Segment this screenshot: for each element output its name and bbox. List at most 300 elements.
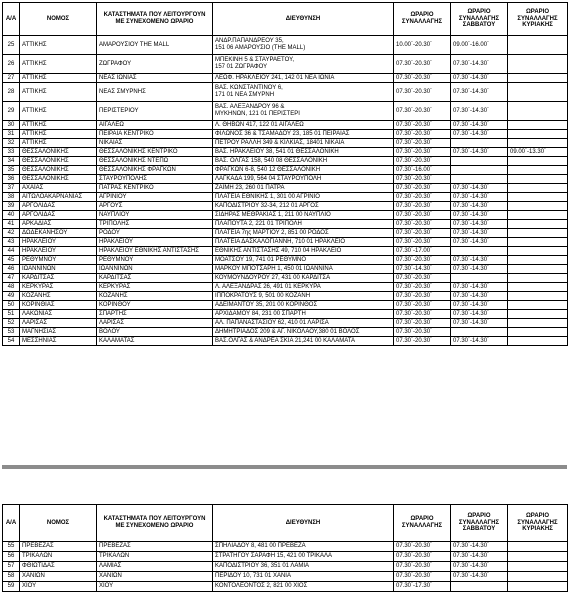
cell-hours: 07.30΄-20.30΄ (394, 310, 451, 319)
cell-nomos: ΘΕΣΣΑΛΟΝΙΚΗΣ (20, 175, 97, 184)
cell-sunday (508, 552, 568, 562)
cell-address: Λ. ΘΗΒΩΝ 417, 122 01 ΑΙΓΑΛΕΩ (213, 121, 394, 130)
address-line-1: ΒΑΣ. ΚΩΝΣΤΑΝΤΙΝΟΥ 6, (215, 85, 283, 92)
table-row (3, 102, 568, 121)
cell-aa: 38 (3, 193, 20, 202)
cell-hours: 07.30΄-20.30΄ (394, 542, 451, 552)
cell-sunday (508, 193, 568, 202)
cell-nomos: ΑΙΤΩΛΟΑΚΑΡΝΑΝΙΑΣ (20, 193, 97, 202)
table-row (3, 552, 568, 562)
cell-aa: 32 (3, 139, 20, 148)
cell-hours: 07.30΄-20.30΄ (394, 283, 451, 292)
cell-store: ΘΕΣΣΑΛΟΝΙΚΗΣ ΚΕΝΤΡΙΚΟ (97, 148, 213, 157)
cell-hours: 07.30΄-20.30΄ (394, 121, 451, 130)
cell-nomos: ΑΤΤΙΚΗΣ (20, 36, 97, 55)
cell-nomos: ΑΧΑΪΑΣ (20, 184, 97, 193)
cell-hours: 07.30΄-17.00΄ (394, 247, 451, 256)
cell-address: ΚΑΠΟΔΙΣΤΡΙΟΥ 36, 351 01 ΛΑΜΙΑ (213, 562, 394, 572)
cell-address: ΑΔΕΙΜΑΝΤΟΥ 35, 201 00 ΚΟΡΙΝΘΟΣ (213, 301, 394, 310)
cell-nomos: ΜΕΣΣΗΝΙΑΣ (20, 337, 97, 346)
cell-store: ΡΕΘΥΜΝΟΥ (97, 256, 213, 265)
cell-address: ΒΑΣ.ΟΛΓΑΣ & ΑΝΔΡΕΑ ΣΚΙΑ 21,241 00 ΚΑΛΑΜΑΤΑ (213, 337, 394, 346)
table-row (3, 582, 568, 592)
cell-store: ΒΟΛΟΥ (97, 328, 213, 337)
cell-aa: 45 (3, 256, 20, 265)
cell-nomos: ΑΡΓΟΛΙΔΑΣ (20, 211, 97, 220)
table-row (3, 220, 568, 229)
cell-aa: 42 (3, 229, 20, 238)
cell-aa: 56 (3, 552, 20, 562)
cell-store: ΑΜΑΡΟΥΣΙΟΥ THE MALL (97, 36, 213, 55)
cell-store: ΝΕΑΣ ΙΩΝΙΑΣ (97, 74, 213, 83)
cell-nomos: ΛΑΡΙΣΑΣ (20, 319, 97, 328)
branches-table-page-1 (2, 2, 568, 346)
cell-sunday (508, 74, 568, 83)
cell-sunday (508, 121, 568, 130)
cell-aa: 53 (3, 328, 20, 337)
table-row (3, 310, 568, 319)
cell-hours: 07.30΄-20.30΄ (394, 130, 451, 139)
cell-saturday: 07.30΄-14.30΄ (451, 552, 508, 562)
table-row (3, 256, 568, 265)
cell-saturday: 07.30΄-14.30΄ (451, 184, 508, 193)
cell-sunday (508, 256, 568, 265)
cell-sunday (508, 220, 568, 229)
cell-aa: 33 (3, 148, 20, 157)
cell-sunday (508, 55, 568, 74)
cell-store: ΠΕΡΙΣΤΕΡΙΟΥ (97, 102, 213, 121)
cell-aa: 50 (3, 301, 20, 310)
cell-sunday (508, 292, 568, 301)
cell-sunday (508, 310, 568, 319)
cell-nomos: ΑΤΤΙΚΗΣ (20, 74, 97, 83)
cell-saturday: 07.30΄-14.30΄ (451, 310, 508, 319)
cell-address: ΚΑΠΟΔΙΣΤΡΙΟΥ 32-34, 212 01 ΑΡΓΟΣ (213, 202, 394, 211)
cell-sunday (508, 202, 568, 211)
cell-saturday: 07.30΄-14.30΄ (451, 337, 508, 346)
table-row (3, 202, 568, 211)
cell-saturday (451, 247, 508, 256)
cell-address: ΔΗΜΗΤΡΙΑΔΟΣ 209 & ΑΓ. ΝΙΚΟΛΑΟΥ,380 01 ΒΟΛΟΣ (213, 328, 394, 337)
cell-store: ΑΡΓΟΥΣ (97, 202, 213, 211)
cell-hours: 07.30΄-20.30΄ (394, 337, 451, 346)
cell-sunday (508, 337, 568, 346)
table-row (3, 130, 568, 139)
cell-store: ΠΕΙΡΑΙΑ ΚΕΝΤΡΙΚΟ (97, 130, 213, 139)
cell-saturday: 07.30΄-14.30΄ (451, 220, 508, 229)
cell-aa: 35 (3, 166, 20, 175)
cell-sunday: 09.00΄-13.30΄ (508, 148, 568, 157)
cell-saturday (451, 175, 508, 184)
cell-store: ΤΡΙΠΟΛΗΣ (97, 220, 213, 229)
cell-store: ΘΕΣΣΑΛΟΝΙΚΗΣ ΝΤΕΠΩ (97, 157, 213, 166)
cell-aa: 28 (3, 83, 20, 102)
cell-nomos: ΔΩΔΕΚΑΝΗΣΟΥ (20, 229, 97, 238)
cell-store: ΚΟΖΑΝΗΣ (97, 292, 213, 301)
cell-sunday (508, 572, 568, 582)
cell-aa: 41 (3, 220, 20, 229)
cell-hours: 07.30΄-20.30΄ (394, 319, 451, 328)
cell-saturday: 07.30΄-14.30΄ (451, 193, 508, 202)
cell-address: ΦΙΛΩΝΟΣ 36 & ΤΣΑΜΑΔΟΥ 23, 185 01 ΠΕΙΡΑΙΑΣ (213, 130, 394, 139)
cell-hours: 07.30΄-20.30΄ (394, 202, 451, 211)
table-row (3, 148, 568, 157)
cell-saturday: 07.30΄-14.30΄ (451, 130, 508, 139)
address-line-1: ΑΝΔΡ.ΠΑΠΑΝΔΡΕΟΥ 35, (215, 38, 284, 45)
cell-store: ΝΕΑΣ ΣΜΥΡΝΗΣ (97, 83, 213, 102)
cell-saturday: 09.00΄-16.00΄ (451, 36, 508, 55)
table-row (3, 238, 568, 247)
cell-aa: 44 (3, 247, 20, 256)
cell-store: ΛΑΜΙΑΣ (97, 562, 213, 572)
table-row (3, 55, 568, 74)
cell-address: ΑΛ. ΠΑΠΑΝΑΣΤΑΣΙΟΥ 62, 410 01 ΛΑΡΙΣΑ (213, 319, 394, 328)
table-row (3, 265, 568, 274)
cell-nomos: ΦΘΙΩΤΙΔΑΣ (20, 562, 97, 572)
table-row (3, 562, 568, 572)
cell-nomos: ΑΤΤΙΚΗΣ (20, 102, 97, 121)
cell-address: ΠΕΤΡΟΥ ΡΑΛΛΗ 349 & ΚΙΛΚΙΑΣ, 18401 ΝΙΚΑΙΑ (213, 139, 394, 148)
cell-nomos: ΙΩΑΝΝΙΝΩΝ (20, 265, 97, 274)
header-nomos: ΝΟΜΟΣ (20, 3, 97, 36)
header-stores: ΚΑΤΑΣΤΗΜΑΤΑ ΠΟΥ ΛΕΙΤΟΥΡΓΟΥΝ ΜΕ ΣΥΝΕΧΟΜΕΝΟ ΩΡΑΡΙΟ (97, 3, 213, 36)
cell-store: ΚΕΡΚΥΡΑΣ (97, 283, 213, 292)
cell-hours: 07.30΄-20.30΄ (394, 157, 451, 166)
cell-aa: 26 (3, 55, 20, 74)
cell-hours: 07.30΄-20.30΄ (394, 552, 451, 562)
cell-store: ΤΡΙΚΑΛΩΝ (97, 552, 213, 562)
cell-address: ΑΡΧΙΔΑΜΟΥ 84, 231 00 ΣΠΑΡΤΗ (213, 310, 394, 319)
cell-address: ΠΛΑΤΕΙΑ 7ης ΜΑΡΤΙΟΥ 2, 851 00 ΡΟΔΟΣ (213, 229, 394, 238)
table-row (3, 166, 568, 175)
cell-hours: 07.30΄-20.30΄ (394, 256, 451, 265)
header-saturday: ΩΡΑΡΙΟ ΣΥΝΑΛΛΑΓΗΣ ΣΑΒΒΑΤΟΥ (451, 3, 508, 36)
cell-store: ΛΑΡΙΣΑΣ (97, 319, 213, 328)
cell-store: ΙΩΑΝΝΙΝΩΝ (97, 265, 213, 274)
cell-store: ΝΑΥΠΛΙΟΥ (97, 211, 213, 220)
cell-nomos: ΘΕΣΣΑΛΟΝΙΚΗΣ (20, 157, 97, 166)
cell-address: ΠΛΑΤΕΙΑ ΕΘΝΙΚΗΣ 1, 301 00 ΑΓΡΙΝΙΟ (213, 193, 394, 202)
cell-saturday (451, 274, 508, 283)
cell-address: ΠΛΑΤΕΙΑ ΔΑΣΚΑΛΟΓΙΑΝΝΗ, 710 01 ΗΡΑΚΛΕΙΟ (213, 238, 394, 247)
table-row (3, 175, 568, 184)
cell-nomos: ΑΡΚΑΔΙΑΣ (20, 220, 97, 229)
cell-sunday (508, 166, 568, 175)
cell-nomos: ΚΟΡΙΝΘΙΑΣ (20, 301, 97, 310)
cell-hours: 07.30΄-20.30΄ (394, 83, 451, 102)
cell-saturday (451, 166, 508, 175)
cell-hours: 07.30΄-20.30΄ (394, 148, 451, 157)
cell-address: ΠΛΑΠΟΥΤΑ 2, 221 01 ΤΡΙΠΟΛΗ (213, 220, 394, 229)
cell-store: ΑΓΡΙΝΙΟΥ (97, 193, 213, 202)
cell-hours: 07.30΄-16.00΄ (394, 166, 451, 175)
cell-sunday (508, 542, 568, 552)
cell-aa: 29 (3, 102, 20, 121)
cell-hours: 07.30΄-20.30΄ (394, 274, 451, 283)
cell-store: ΣΠΑΡΤΗΣ (97, 310, 213, 319)
cell-address (213, 55, 394, 74)
cell-sunday (508, 184, 568, 193)
cell-hours: 07.30΄-14.30΄ (394, 265, 451, 274)
table-row (3, 121, 568, 130)
table-row (3, 572, 568, 582)
cell-hours: 07.30΄-20.30΄ (394, 562, 451, 572)
cell-hours: 07.30΄-20.30΄ (394, 102, 451, 121)
cell-address: ΖΑΪΜΗ 23, 260 01 ΠΑΤΡΑ (213, 184, 394, 193)
table-row (3, 292, 568, 301)
cell-aa: 47 (3, 274, 20, 283)
table-row (3, 83, 568, 102)
cell-nomos: ΠΡΕΒΕΖΑΣ (20, 542, 97, 552)
cell-hours: 07.30΄-20.30΄ (394, 572, 451, 582)
cell-aa: 54 (3, 337, 20, 346)
header-address: ΔΙΕΥΘΥΝΣΗ (213, 505, 394, 542)
cell-address (213, 83, 394, 102)
table-header (3, 505, 568, 542)
cell-sunday (508, 562, 568, 572)
header-hours: ΩΡΑΡΙΟ ΣΥΝΑΛΛΑΓΗΣ (394, 505, 451, 542)
cell-nomos: ΗΡΑΚΛΕΙΟΥ (20, 238, 97, 247)
cell-nomos: ΚΕΡΚΥΡΑΣ (20, 283, 97, 292)
cell-nomos: ΡΕΘΥΜΝΟΥ (20, 256, 97, 265)
cell-aa: 57 (3, 562, 20, 572)
cell-nomos: ΜΑΓΝΗΣΙΑΣ (20, 328, 97, 337)
cell-sunday (508, 301, 568, 310)
cell-nomos: ΛΑΚΩΝΙΑΣ (20, 310, 97, 319)
cell-saturday: 07.30΄-14.30΄ (451, 121, 508, 130)
cell-saturday: 07.30΄-14.30΄ (451, 301, 508, 310)
cell-saturday (451, 582, 508, 592)
cell-store: ΘΕΣΣΑΛΟΝΙΚΗΣ ΦΡΑΓΚΩΝ (97, 166, 213, 175)
cell-aa: 27 (3, 74, 20, 83)
cell-store: ΖΩΓΡΑΦΟΥ (97, 55, 213, 74)
cell-store: ΑΙΓΑΛΕΩ (97, 121, 213, 130)
cell-saturday: 07.30΄-14.30΄ (451, 562, 508, 572)
cell-store: ΚΟΡΙΝΘΟΥ (97, 301, 213, 310)
table-row (3, 157, 568, 166)
cell-aa: 34 (3, 157, 20, 166)
cell-hours: 10.00΄-20.30΄ (394, 36, 451, 55)
cell-nomos: ΚΟΖΑΝΗΣ (20, 292, 97, 301)
cell-nomos: ΘΕΣΣΑΛΟΝΙΚΗΣ (20, 148, 97, 157)
table-row (3, 229, 568, 238)
cell-store: ΣΤΑΥΡΟΥΠΟΛΗΣ (97, 175, 213, 184)
cell-hours: 07.30΄-17.30΄ (394, 582, 451, 592)
table-body (3, 36, 568, 346)
cell-saturday: 07.30΄-14.30΄ (451, 238, 508, 247)
cell-address: ΛΑΓΚΑΔΑ 199, 564 04 ΣΤΑΥΡΟΥΠΟΛΗ (213, 175, 394, 184)
cell-sunday (508, 247, 568, 256)
table-row (3, 337, 568, 346)
cell-sunday (508, 265, 568, 274)
cell-hours: 07.30΄-20.30΄ (394, 55, 451, 74)
cell-saturday: 07.30΄-14.30΄ (451, 256, 508, 265)
cell-sunday (508, 83, 568, 102)
cell-store: ΠΑΤΡΑΣ ΚΕΝΤΡΙΚΟ (97, 184, 213, 193)
cell-store: ΧΑΝΙΩΝ (97, 572, 213, 582)
cell-sunday (508, 238, 568, 247)
cell-sunday (508, 157, 568, 166)
table-row (3, 301, 568, 310)
cell-aa: 36 (3, 175, 20, 184)
cell-saturday: 07.30΄-14.30΄ (451, 542, 508, 552)
cell-address: ΚΟΥΜΟΥΝΔΟΥΡΟΥ 27, 431 00 ΚΑΡΔΙΤΣΑ (213, 274, 394, 283)
cell-nomos: ΧΙΟΥ (20, 582, 97, 592)
cell-nomos: ΗΡΑΚΛΕΙΟΥ (20, 247, 97, 256)
cell-nomos: ΘΕΣΣΑΛΟΝΙΚΗΣ (20, 166, 97, 175)
address-line-2: 151 06 ΑΜΑΡΟΥΣΙΟ (THE MALL) (215, 45, 306, 51)
cell-saturday: 07.30΄-14.30΄ (451, 229, 508, 238)
cell-sunday (508, 319, 568, 328)
cell-nomos: ΧΑΝΙΩΝ (20, 572, 97, 582)
table-row (3, 328, 568, 337)
cell-address: ΒΑΣ. ΗΡΑΚΛΕΙΟΥ 38, 541 01 ΘΕΣΣΑΛΟΝΙΚΗ (213, 148, 394, 157)
cell-nomos: ΑΤΤΙΚΗΣ (20, 55, 97, 74)
header-aa: Α/Α (3, 3, 20, 36)
header-hours: ΩΡΑΡΙΟ ΣΥΝΑΛΛΑΓΗΣ (394, 3, 451, 36)
table-row (3, 211, 568, 220)
cell-aa: 52 (3, 319, 20, 328)
cell-nomos: ΑΤΤΙΚΗΣ (20, 139, 97, 148)
cell-hours: 07.30΄-20.30΄ (394, 229, 451, 238)
table-row (3, 283, 568, 292)
cell-address (213, 102, 394, 121)
cell-sunday (508, 582, 568, 592)
cell-address: ΜΟΑΤΣΟΥ 19, 741 01 ΡΕΘΥΜΝΟ (213, 256, 394, 265)
cell-address: ΠΕΡΙΔΟΥ 10, 731 01 ΧΑΝΙΑ (213, 572, 394, 582)
cell-store: ΗΡΑΚΛΕΙΟΥ (97, 238, 213, 247)
table-row (3, 74, 568, 83)
cell-hours: 07.30΄-20.30΄ (394, 175, 451, 184)
cell-address: ΕΘΝΙΚΗΣ ΑΝΤΙΣΤΑΣΗΣ 49, 710 04 ΗΡΑΚΛΕΙΟ (213, 247, 394, 256)
cell-aa: 46 (3, 265, 20, 274)
cell-hours: 07.30΄-20.30΄ (394, 220, 451, 229)
cell-store: ΧΙΟΥ (97, 582, 213, 592)
cell-saturday: 07.30΄-14.30΄ (451, 572, 508, 582)
branches-table-page-2 (2, 504, 568, 592)
cell-aa: 51 (3, 310, 20, 319)
cell-hours: 07.30΄-20.30΄ (394, 328, 451, 337)
address-line-2: 157 01 ΖΩΓΡΑΦΟΥ (215, 64, 268, 70)
cell-saturday: 07.30΄-14.30΄ (451, 74, 508, 83)
cell-address: ΣΤΡΑΤΗΓΟΥ ΣΑΡΑΦΗ 15, 421 00 ΤΡΙΚΑΛΑ (213, 552, 394, 562)
cell-saturday (451, 139, 508, 148)
address-line-2: 171 01 ΝΕΑ ΣΜΥΡΝΗ (215, 92, 275, 98)
cell-store: ΝΙΚΑΙΑΣ (97, 139, 213, 148)
cell-saturday: 07.30΄-14.30΄ (451, 265, 508, 274)
cell-aa: 30 (3, 121, 20, 130)
cell-nomos: ΑΤΤΙΚΗΣ (20, 83, 97, 102)
cell-aa: 49 (3, 292, 20, 301)
cell-sunday (508, 175, 568, 184)
cell-address: ΦΡΑΓΚΩΝ 6-8, 540 12 ΘΕΣΣΑΛΟΝΙΚΗ (213, 166, 394, 175)
cell-sunday (508, 130, 568, 139)
cell-address: ΛΕΩΦ. ΗΡΑΚΛΕΙΟΥ 241, 142 01 ΝΕΑ ΙΩΝΙΑ (213, 74, 394, 83)
cell-store: ΚΑΡΔΙΤΣΑΣ (97, 274, 213, 283)
cell-address: ΒΑΣ. ΟΛΓΑΣ 158, 540 08 ΘΕΣΣΑΛΟΝΙΚΗ (213, 157, 394, 166)
cell-nomos: ΑΡΓΟΛΙΔΑΣ (20, 202, 97, 211)
cell-hours: 07.30΄-20.30΄ (394, 301, 451, 310)
cell-address: ΣΙΔΗΡΑΣ ΜΕΘΡΑΚΙΑΣ 1, 211 00 ΝΑΥΠΛΙΟ (213, 211, 394, 220)
cell-aa: 48 (3, 283, 20, 292)
table-header (3, 3, 568, 36)
cell-saturday: 07.30΄-14.30΄ (451, 55, 508, 74)
cell-aa: 37 (3, 184, 20, 193)
cell-saturday: 07.30΄-14.30΄ (451, 211, 508, 220)
table-row (3, 36, 568, 55)
table-row (3, 274, 568, 283)
cell-hours: 07.30΄-20.30΄ (394, 139, 451, 148)
cell-store: ΠΡΕΒΕΖΑΣ (97, 542, 213, 552)
cell-saturday: 07.30΄-14.30΄ (451, 83, 508, 102)
cell-aa: 59 (3, 582, 20, 592)
cell-sunday (508, 139, 568, 148)
table-body (3, 542, 568, 592)
table-row (3, 542, 568, 552)
cell-aa: 39 (3, 202, 20, 211)
cell-aa: 40 (3, 211, 20, 220)
table-row (3, 184, 568, 193)
cell-store: ΡΟΔΟΥ (97, 229, 213, 238)
cell-address: ΣΠΗΛΙΑΔΟΥ 8, 481 00 ΠΡΕΒΕΖΑ (213, 542, 394, 552)
page-separator (2, 465, 567, 469)
cell-hours: 07.30΄-20.30΄ (394, 74, 451, 83)
address-line-1: ΜΠΕΚΙΝΗ 5 & ΣΤΑΥΡΑΕΤΟΥ, (215, 57, 294, 64)
cell-address: Λ. ΑΛΕΞΑΝΔΡΑΣ 26, 491 01 ΚΕΡΚΥΡΑ (213, 283, 394, 292)
header-nomos: ΝΟΜΟΣ (20, 505, 97, 542)
cell-nomos: ΤΡΙΚΑΛΩΝ (20, 552, 97, 562)
table-row (3, 319, 568, 328)
address-line-1: ΒΑΣ. ΑΛΕΞΑΝΔΡΟΥ 96 & (215, 104, 285, 111)
cell-aa: 43 (3, 238, 20, 247)
cell-hours: 07.30΄-20.30΄ (394, 238, 451, 247)
cell-address: ΜΑΡΚΟΥ ΜΠΟΤΣΑΡΗ 1, 450 01 ΙΩΑΝΝΙΝΑ (213, 265, 394, 274)
header-saturday: ΩΡΑΡΙΟ ΣΥΝΑΛΛΑΓΗΣ ΣΑΒΒΑΤΟΥ (451, 505, 508, 542)
cell-hours: 07.30΄-20.30΄ (394, 211, 451, 220)
header-aa: Α/Α (3, 505, 20, 542)
cell-sunday (508, 229, 568, 238)
table-row (3, 193, 568, 202)
cell-saturday: 07.30΄-14.30΄ (451, 283, 508, 292)
cell-saturday: 07.30΄-14.30΄ (451, 102, 508, 121)
cell-address (213, 36, 394, 55)
cell-aa: 55 (3, 542, 20, 552)
cell-nomos: ΑΤΤΙΚΗΣ (20, 121, 97, 130)
header-sunday: ΩΡΑΡΙΟ ΣΥΝΑΛΛΑΓΗΣ ΚΥΡΙΑΚΗΣ (508, 505, 568, 542)
cell-sunday (508, 274, 568, 283)
cell-saturday: 07.30΄-14.30΄ (451, 292, 508, 301)
cell-sunday (508, 211, 568, 220)
header-stores: ΚΑΤΑΣΤΗΜΑΤΑ ΠΟΥ ΛΕΙΤΟΥΡΓΟΥΝ ΜΕ ΣΥΝΕΧΟΜΕΝΟ ΩΡΑΡΙΟ (97, 505, 213, 542)
table-row (3, 247, 568, 256)
cell-address: ΚΟΝΤΟΛΕΟΝΤΟΣ 2, 821 00 ΧΙΟΣ (213, 582, 394, 592)
cell-address: ΙΠΠΟΚΡΑΤΟΥΣ 9, 501 00 ΚΟΖΑΝΗ (213, 292, 394, 301)
cell-aa: 25 (3, 36, 20, 55)
cell-sunday (508, 283, 568, 292)
cell-saturday: 07.30΄-14.30΄ (451, 202, 508, 211)
cell-nomos: ΚΑΡΔΙΤΣΑΣ (20, 274, 97, 283)
cell-sunday (508, 102, 568, 121)
cell-hours: 07.30΄-20.30΄ (394, 193, 451, 202)
cell-aa: 31 (3, 130, 20, 139)
cell-nomos: ΑΤΤΙΚΗΣ (20, 130, 97, 139)
cell-store: ΗΡΑΚΛΕΙΟΥ ΕΘΝΙΚΗΣ ΑΝΤΙΣΤΑΣΗΣ (97, 247, 213, 256)
cell-saturday: 07.30΄-14.30΄ (451, 319, 508, 328)
table-row (3, 139, 568, 148)
cell-store: ΚΑΛΑΜΑΤΑΣ (97, 337, 213, 346)
cell-sunday (508, 328, 568, 337)
header-address: ΔΙΕΥΘΥΝΣΗ (213, 3, 394, 36)
